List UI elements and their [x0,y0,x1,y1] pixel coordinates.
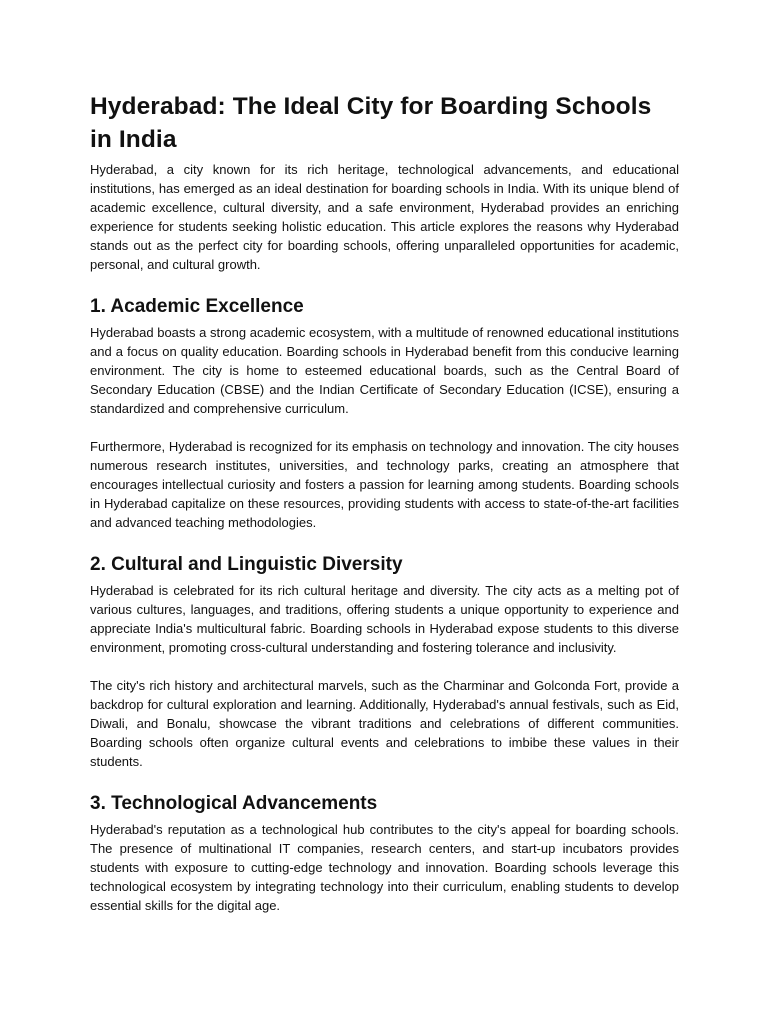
article-title: Hyderabad: The Ideal City for Boarding Schools in India [90,93,652,153]
section-paragraph: Hyderabad boasts a strong academic ecosystem, with a multitude of renowned educational institutions and a focus on quality education. Boarding schools in Hyderabad benefit from this conducive learning environment. The city is home to esteemed educational boards, such as the Central Board of Secondary Education (CBSE) and the Indian Certificate of Secondary Education (ICSE), ensuring a standardized and comprehensive curriculum. [90,325,679,416]
section-heading: 2. Cultural and Linguistic Diversity [90,554,403,575]
section-cultural-diversity [90,552,679,771]
section-academic-excellence [90,294,679,532]
section-technological-advancements [90,791,679,915]
document-page [90,90,679,915]
section-paragraph: Furthermore, Hyderabad is recognized for its emphasis on technology and innovation. The city houses numerous research institutes, universities, and technology parks, creating an atmosphere that encourages intellectual curiosity and fosters a passion for learning among students. Boarding schools in Hyderabad capitalize on these resources, providing students with access to state-of-the-art facilities and advanced teaching methodologies. [90,439,679,530]
section-paragraph: The city's rich history and architectural marvels, such as the Charminar and Golconda Fort, provide a backdrop for cultural exploration and learning. Additionally, Hyderabad's annual festivals, such as Eid, Diwali, and Bonalu, showcase the vibrant traditions and celebrations of different communities. Boarding schools often organize cultural events and celebrations to imbibe these values in their students. [90,678,679,769]
intro-paragraph: Hyderabad, a city known for its rich heritage, technological advancements, and educational institutions, has emerged as an ideal destination for boarding schools in India. With its unique blend of academic excellence, cultural diversity, and a safe environment, Hyderabad provides an enriching experience for students seeking holistic education. This article explores the reasons why Hyderabad stands out as the perfect city for boarding schools, offering unparalleled opportunities for academic, personal, and cultural growth. [90,162,679,272]
section-heading: 1. Academic Excellence [90,296,304,317]
section-heading: 3. Technological Advancements [90,793,378,814]
section-paragraph: Hyderabad is celebrated for its rich cultural heritage and diversity. The city acts as a melting pot of various cultures, languages, and traditions, offering students a unique opportunity to experience and appreciate India's multicultural fabric. Boarding schools in Hyderabad expose students to this diverse environment, promoting cross-cultural understanding and fostering tolerance and inclusivity. [90,583,679,655]
section-paragraph: Hyderabad's reputation as a technological hub contributes to the city's appeal for boarding schools. The presence of multinational IT companies, research centers, and start-up incubators provides students with exposure to cutting-edge technology and innovation. Boarding schools leverage this technological ecosystem by integrating technology into their curriculum, enabling students to develop essential skills for the digital age. [90,822,679,913]
